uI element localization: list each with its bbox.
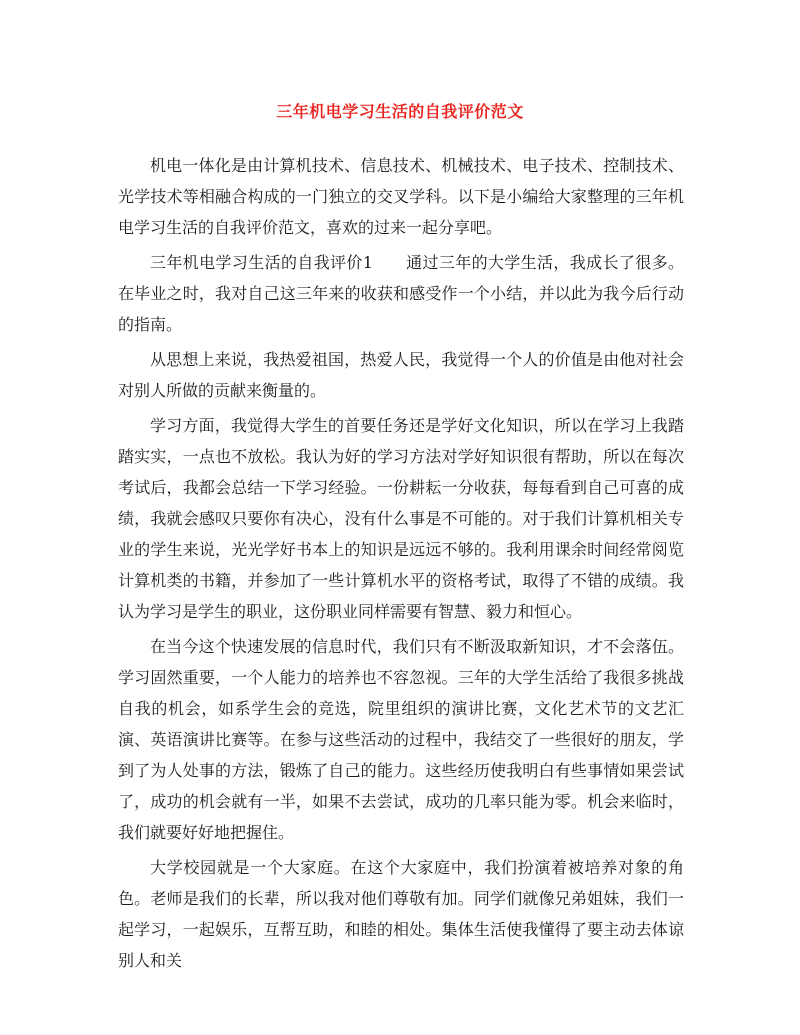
document-body [118,150,684,980]
paragraph-campus: 大学校园就是一个大家庭。在这个大家庭中，我们扮演着被培养对象的角色。老师是我们的长辈，所以我对他们尊敬有加。同学们就像兄弟姐妹，我们一起学习，一起娱乐，互帮互助，和睦的相处。集体生活使我懂得了要主动去体谅别人和关 [118,858,684,970]
document-title: 三年机电学习生活的自我评价范文 [276,102,524,121]
paragraph-evaluation-1: 三年机电学习生活的自我评价1 通过三年的大学生活，我成长了很多。在毕业之时，我对自己这三年来的收获和感受作一个小结，并以此为我今后行动的指南。 [118,253,684,334]
paragraph-study: 学习方面，我觉得大学生的首要任务还是学好文化知识，所以在学习上我踏踏实实，一点也不放松。我认为好的学习方法对学好知识很有帮助，所以在每次考试后，我都会总结一下学习经验。一份耕耘一分收获，每每看到自己可喜的成绩，我就会感叹只要你有决心，没有什么事是不可能的。对于我们计算机相关专业的学生来说，光光学好书本上的知识是远远不够的。我利用课余时间经常阅览计算机类的书籍，并参加了一些计算机水平的资格考试，取得了不错的成绩。我认为学习是学生的职业，这份职业同样需要有智慧、毅力和恒心。 [118,416,684,621]
paragraph-intro: 机电一体化是由计算机技术、信息技术、机械技术、电子技术、控制技术、光学技术等相融合构成的一门独立的交叉学科。以下是小编给大家整理的三年机电学习生活的自我评价范文，喜欢的过来一起分享吧。 [118,156,684,237]
paragraph-ideology: 从思想上来说，我热爱祖国，热爱人民，我觉得一个人的价值是由他对社会对别人所做的贡献来衡量的。 [118,350,684,400]
paragraph-ability: 在当今这个快速发展的信息时代，我们只有不断汲取新知识，才不会落伍。学习固然重要，一个人能力的培养也不容忽视。三年的大学生活给了我很多挑战自我的机会，如系学生会的竞选，院里组织的演讲比赛，文化艺术节的文艺汇演、英语演讲比赛等。在参与这些活动的过程中，我结交了一些很好的朋友，学到了为人处事的方法，锻炼了自己的能力。这些经历使我明白有些事情如果尝试了，成功的机会就有一半，如果不去尝试，成功的几率只能为零。机会来临时，我们就要好好地把握住。 [118,637,684,842]
